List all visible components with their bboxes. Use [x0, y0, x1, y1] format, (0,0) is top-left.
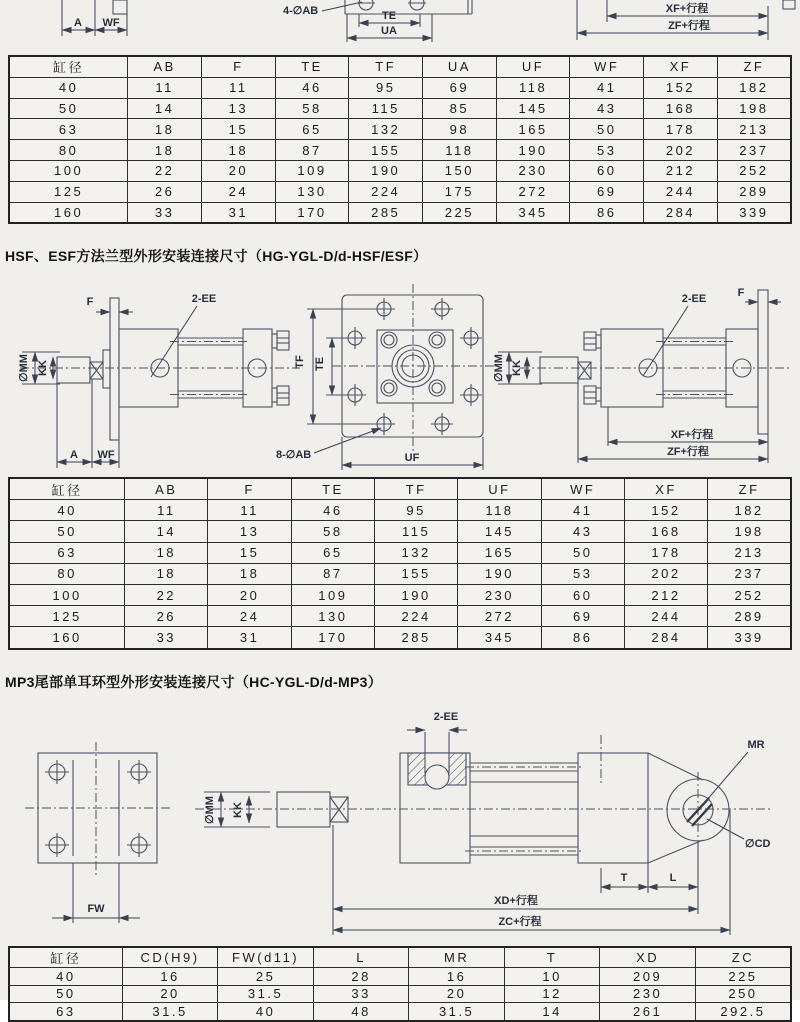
drawing-top-fragment	[0, 0, 800, 46]
dimension-cell: 339	[717, 202, 791, 223]
column-header: WF	[570, 56, 644, 77]
dim-label-t: T	[620, 872, 628, 884]
dimension-cell: 86	[541, 627, 624, 649]
dimension-cell: 225	[695, 968, 791, 986]
dimension-cell: 285	[375, 627, 458, 649]
dim-label-l: L	[669, 872, 677, 884]
port-callout-2ee: 2-EE	[191, 293, 217, 305]
dimension-cell: 272	[458, 606, 541, 627]
dimension-cell: 40	[9, 968, 122, 986]
dimension-cell: 48	[313, 1003, 409, 1021]
dimension-cell: 109	[275, 160, 349, 181]
table-row	[9, 627, 791, 649]
dimension-cell: 31.5	[122, 1003, 218, 1021]
dim-label-wf: WF	[97, 449, 115, 461]
dimension-cell: 202	[624, 563, 707, 584]
hole-callout-4ab: 4-∅AB	[283, 5, 319, 17]
column-header: XF	[644, 56, 718, 77]
dim-label-te: TE	[314, 356, 326, 372]
dimension-cell: 168	[624, 521, 707, 542]
table-row	[9, 160, 791, 181]
dim-label-zc-stroke: ZC+行程	[498, 916, 542, 928]
mp3-dimension-table	[8, 946, 792, 1022]
dimension-cell: 152	[644, 77, 718, 98]
dimension-cell: 224	[375, 606, 458, 627]
dimension-cell: 41	[541, 500, 624, 521]
flange-mount-drawing	[0, 262, 800, 478]
dimension-cell: 63	[9, 542, 125, 563]
column-header: UF	[458, 478, 541, 500]
dimension-cell: 25	[218, 968, 314, 986]
dimension-cell: 98	[423, 119, 497, 140]
dimension-cell: 190	[458, 563, 541, 584]
dim-label-kk: KK	[511, 360, 523, 376]
dimension-cell: 53	[570, 140, 644, 161]
dimension-cell: 182	[717, 77, 791, 98]
dim-label-xf-stroke: XF+行程	[665, 3, 709, 15]
dimension-cell: 63	[9, 1003, 122, 1021]
column-header: TF	[375, 478, 458, 500]
flange-dimension-table	[8, 477, 792, 650]
column-header: TE	[275, 56, 349, 77]
dim-label-a: A	[70, 449, 78, 461]
dimension-cell: 26	[128, 181, 202, 202]
dimension-cell: 202	[644, 140, 718, 161]
dimension-cell: 50	[9, 98, 128, 119]
column-header: 缸径	[9, 478, 125, 500]
dimension-cell: 31.5	[409, 1003, 505, 1021]
table-row	[9, 563, 791, 584]
dimension-cell: 212	[624, 584, 707, 605]
column-header: TF	[349, 56, 423, 77]
dimension-cell: 15	[201, 119, 275, 140]
table-row	[9, 1003, 791, 1021]
column-header: FW(d11)	[218, 947, 314, 968]
hole-callout-8ab: 8-∅AB	[276, 449, 312, 461]
dimension-cell: 33	[125, 627, 208, 649]
dimension-cell: 132	[375, 542, 458, 563]
dimension-cell: 43	[570, 98, 644, 119]
table-row	[9, 181, 791, 202]
table-row	[9, 119, 791, 140]
dimension-cell: 212	[644, 160, 718, 181]
dimension-cell: 18	[128, 140, 202, 161]
column-header: XF	[624, 478, 707, 500]
dimension-cell: 95	[349, 77, 423, 98]
dimension-cell: 50	[570, 119, 644, 140]
mp3-mount-drawing	[0, 690, 800, 942]
column-header: F	[208, 478, 291, 500]
dimension-cell: 125	[9, 606, 125, 627]
dimension-cell: 165	[458, 542, 541, 563]
dimension-cell: 165	[496, 119, 570, 140]
dim-label-kk: KK	[37, 360, 49, 376]
dimension-cell: 13	[201, 98, 275, 119]
dim-label-zf-stroke: ZF+行程	[668, 20, 710, 32]
dimension-cell: 272	[496, 181, 570, 202]
dimension-cell: 244	[624, 606, 707, 627]
dimension-cell: 60	[570, 160, 644, 181]
column-header: AB	[125, 478, 208, 500]
dim-label-kk: KK	[232, 802, 244, 818]
dimension-cell: 160	[9, 202, 128, 223]
dimension-cell: 178	[624, 542, 707, 563]
table-row	[9, 521, 791, 542]
dimension-cell: 152	[624, 500, 707, 521]
dimension-cell: 168	[644, 98, 718, 119]
dimension-cell: 18	[201, 140, 275, 161]
dim-label-tf: TF	[294, 355, 306, 369]
dim-label-zf-stroke: ZF+行程	[667, 446, 709, 458]
dimension-cell: 230	[600, 985, 696, 1003]
dimension-cell: 178	[644, 119, 718, 140]
dimension-cell: 24	[201, 181, 275, 202]
dimension-cell: 46	[275, 77, 349, 98]
dimension-cell: 213	[708, 542, 791, 563]
dim-label-mm: ∅MM	[493, 354, 505, 382]
dim-label-a: A	[74, 17, 82, 29]
dimension-cell: 284	[624, 627, 707, 649]
dimension-cell: 118	[423, 140, 497, 161]
dimension-cell: 43	[541, 521, 624, 542]
dim-label-te: TE	[381, 10, 397, 22]
dimension-cell: 224	[349, 181, 423, 202]
dimension-cell: 130	[275, 181, 349, 202]
dimension-cell: 18	[125, 563, 208, 584]
dimension-cell: 69	[541, 606, 624, 627]
flange-ua-dimension-table	[8, 55, 792, 224]
column-header: ZC	[695, 947, 791, 968]
dimension-cell: 60	[541, 584, 624, 605]
dimension-cell: 16	[122, 968, 218, 986]
dimension-cell: 69	[570, 181, 644, 202]
dim-label-mm: ∅MM	[204, 796, 216, 824]
table-row	[9, 542, 791, 563]
dimension-cell: 237	[717, 140, 791, 161]
dimension-cell: 11	[125, 500, 208, 521]
dimension-cell: 28	[313, 968, 409, 986]
dimension-cell: 65	[275, 119, 349, 140]
dim-label-uf: UF	[404, 452, 420, 464]
dimension-cell: 345	[496, 202, 570, 223]
dimension-cell: 11	[208, 500, 291, 521]
dimension-cell: 100	[9, 584, 125, 605]
dimension-cell: 33	[313, 985, 409, 1003]
dimension-cell: 115	[349, 98, 423, 119]
dimension-cell: 86	[570, 202, 644, 223]
dimension-cell: 20	[122, 985, 218, 1003]
dimension-cell: 40	[9, 77, 128, 98]
dimension-cell: 289	[717, 181, 791, 202]
column-header: MR	[409, 947, 505, 968]
dimension-cell: 190	[349, 160, 423, 181]
dim-label-ua: UA	[381, 25, 397, 37]
dimension-cell: 250	[695, 985, 791, 1003]
dimension-cell: 14	[128, 98, 202, 119]
dimension-cell: 225	[423, 202, 497, 223]
table-row	[9, 202, 791, 223]
dimension-cell: 118	[458, 500, 541, 521]
dimension-cell: 145	[458, 521, 541, 542]
dimension-cell: 109	[291, 584, 374, 605]
column-header: UA	[423, 56, 497, 77]
mp3-section-caption: MP3尾部单耳环型外形安装连接尺寸（HC-YGL-D/d-MP3）	[5, 674, 383, 690]
dimension-cell: 190	[375, 584, 458, 605]
table-row	[9, 500, 791, 521]
table-row	[9, 985, 791, 1003]
dimension-cell: 33	[128, 202, 202, 223]
dimension-cell: 261	[600, 1003, 696, 1021]
dimension-cell: 155	[375, 563, 458, 584]
dimension-cell: 10	[504, 968, 600, 986]
dimension-cell: 292.5	[695, 1003, 791, 1021]
dimension-cell: 20	[208, 584, 291, 605]
flange-section-caption: HSF、ESF方法兰型外形安装连接尺寸（HG-YGL-D/d-HSF/ESF）	[5, 248, 428, 264]
dim-label-f: F	[737, 287, 745, 299]
dimension-cell: 85	[423, 98, 497, 119]
table-row	[9, 968, 791, 986]
dimension-cell: 115	[375, 521, 458, 542]
column-header: 缸径	[9, 56, 128, 77]
table-row	[9, 606, 791, 627]
dimension-cell: 145	[496, 98, 570, 119]
table-row	[9, 140, 791, 161]
table-row	[9, 77, 791, 98]
dimension-cell: 182	[708, 500, 791, 521]
dimension-cell: 24	[208, 606, 291, 627]
column-header: CD(H9)	[122, 947, 218, 968]
dimension-cell: 230	[496, 160, 570, 181]
dimension-cell: 155	[349, 140, 423, 161]
dimension-cell: 15	[208, 542, 291, 563]
dimension-cell: 150	[423, 160, 497, 181]
column-header: XD	[600, 947, 696, 968]
dimension-cell: 22	[125, 584, 208, 605]
dimension-cell: 31	[208, 627, 291, 649]
column-header: T	[504, 947, 600, 968]
dimension-cell: 12	[504, 985, 600, 1003]
dimension-cell: 50	[9, 521, 125, 542]
dimension-cell: 345	[458, 627, 541, 649]
dimension-cell: 87	[275, 140, 349, 161]
column-header: 缸径	[9, 947, 122, 968]
dimension-cell: 289	[708, 606, 791, 627]
column-header: AB	[128, 56, 202, 77]
dimension-cell: 14	[125, 521, 208, 542]
dimension-cell: 41	[570, 77, 644, 98]
dimension-cell: 198	[717, 98, 791, 119]
dimension-cell: 237	[708, 563, 791, 584]
dimension-cell: 175	[423, 181, 497, 202]
port-callout-2ee: 2-EE	[681, 293, 707, 305]
column-header: L	[313, 947, 409, 968]
table-header-row	[9, 947, 791, 968]
dimension-cell: 252	[708, 584, 791, 605]
dimension-cell: 58	[275, 98, 349, 119]
dimension-cell: 40	[9, 500, 125, 521]
table-header-row	[9, 478, 791, 500]
dim-label-mm: ∅MM	[18, 354, 30, 382]
dimension-cell: 190	[496, 140, 570, 161]
dim-label-wf: WF	[102, 17, 120, 29]
table-row	[9, 584, 791, 605]
dimension-cell: 13	[208, 521, 291, 542]
dimension-cell: 20	[409, 985, 505, 1003]
dimension-cell: 14	[504, 1003, 600, 1021]
dimension-cell: 63	[9, 119, 128, 140]
dimension-cell: 31.5	[218, 985, 314, 1003]
dimension-cell: 285	[349, 202, 423, 223]
dimension-cell: 95	[375, 500, 458, 521]
dimension-cell: 213	[717, 119, 791, 140]
dimension-cell: 46	[291, 500, 374, 521]
dimension-cell: 50	[9, 985, 122, 1003]
column-header: F	[201, 56, 275, 77]
dimension-cell: 53	[541, 563, 624, 584]
dimension-cell: 40	[218, 1003, 314, 1021]
dimension-cell: 11	[128, 77, 202, 98]
column-header: WF	[541, 478, 624, 500]
dimension-cell: 87	[291, 563, 374, 584]
column-header: TE	[291, 478, 374, 500]
column-header: ZF	[717, 56, 791, 77]
dim-label-fw: FW	[87, 903, 105, 915]
dim-label-xd-stroke: XD+行程	[494, 895, 538, 907]
dimension-cell: 252	[717, 160, 791, 181]
dimension-cell: 69	[423, 77, 497, 98]
dimension-cell: 339	[708, 627, 791, 649]
table-row	[9, 98, 791, 119]
dimension-cell: 230	[458, 584, 541, 605]
dimension-cell: 209	[600, 968, 696, 986]
dimension-cell: 18	[125, 542, 208, 563]
dimension-cell: 26	[125, 606, 208, 627]
dimension-cell: 80	[9, 563, 125, 584]
dimension-cell: 125	[9, 181, 128, 202]
dimension-cell: 198	[708, 521, 791, 542]
table-header-row	[9, 56, 791, 77]
dim-label-cd: ∅CD	[745, 838, 771, 850]
dim-label-mr: MR	[747, 739, 765, 751]
dimension-cell: 31	[201, 202, 275, 223]
dimension-cell: 284	[644, 202, 718, 223]
column-header: UF	[496, 56, 570, 77]
dimension-cell: 80	[9, 140, 128, 161]
dimension-cell: 170	[291, 627, 374, 649]
dimension-cell: 18	[128, 119, 202, 140]
port-callout-2ee: 2-EE	[433, 711, 459, 723]
dimension-cell: 65	[291, 542, 374, 563]
dimension-cell: 100	[9, 160, 128, 181]
dimension-cell: 22	[128, 160, 202, 181]
dim-label-f: F	[86, 296, 94, 308]
dimension-cell: 132	[349, 119, 423, 140]
dimension-cell: 16	[409, 968, 505, 986]
dimension-cell: 130	[291, 606, 374, 627]
dimension-cell: 244	[644, 181, 718, 202]
dim-label-xf-stroke: XF+行程	[670, 429, 714, 441]
dimension-cell: 50	[541, 542, 624, 563]
column-header: ZF	[708, 478, 791, 500]
dimension-cell: 170	[275, 202, 349, 223]
dimension-cell: 20	[201, 160, 275, 181]
dimension-cell: 160	[9, 627, 125, 649]
dimension-cell: 118	[496, 77, 570, 98]
dimension-cell: 11	[201, 77, 275, 98]
dimension-cell: 18	[208, 563, 291, 584]
dimension-cell: 58	[291, 521, 374, 542]
